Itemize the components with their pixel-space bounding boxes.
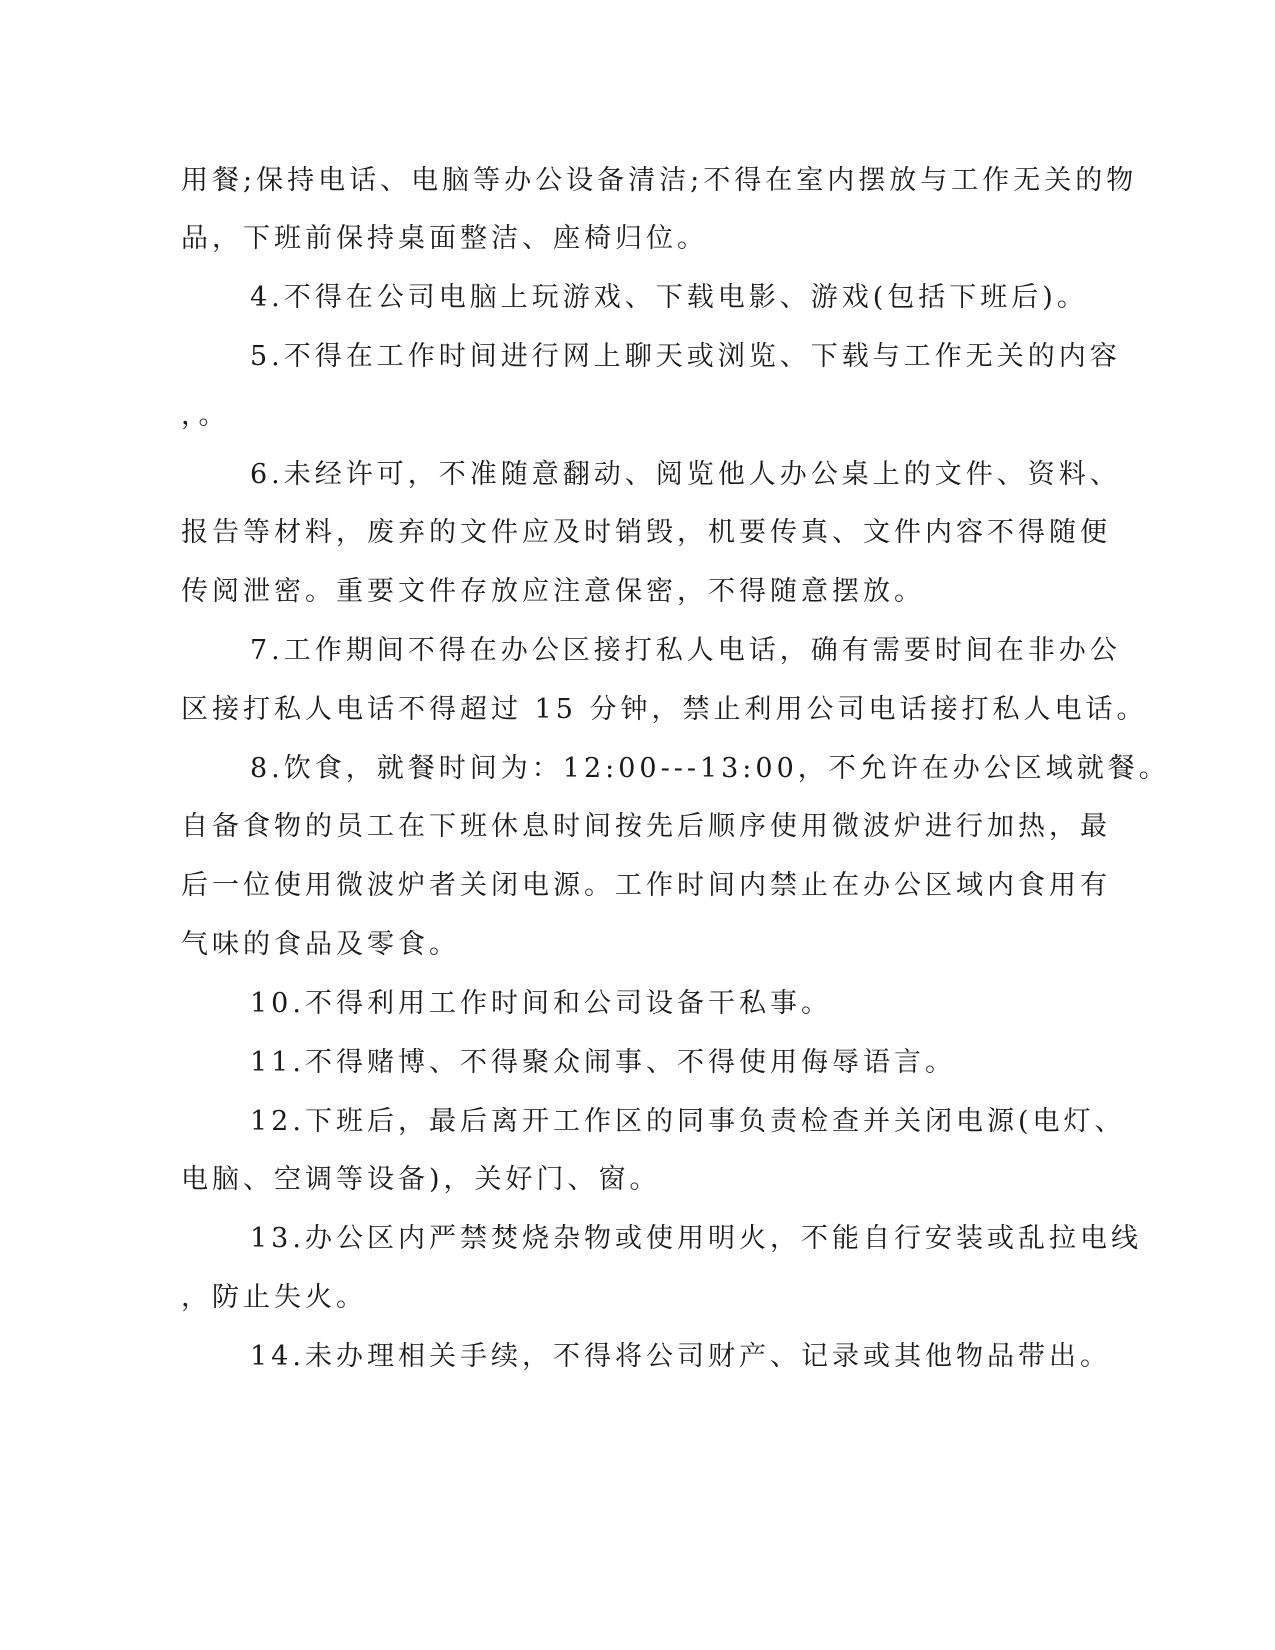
text-line: 区接打私人电话不得超过 15 分钟，禁止利用公司电话接打私人电话。	[181, 694, 1148, 725]
text-line: 13.办公区内严禁焚烧杂物或使用明火，不能自行安装或乱拉电线	[250, 1223, 1142, 1254]
text-line: 11.不得赌博、不得聚众闹事、不得使用侮辱语言。	[250, 1047, 956, 1078]
text-line: 7.工作期间不得在办公区接打私人电话，确有需要时间在非办公	[250, 635, 1121, 666]
text-line: 12.下班后，最后离开工作区的同事负责检查并关闭电源(电灯、	[250, 1106, 1126, 1137]
text-line: 气味的食品及零食。	[181, 929, 460, 960]
text-line: 8.饮食，就餐时间为：12:00---13:00，不允许在办公区域就餐。	[250, 753, 1170, 784]
text-line: 10.不得利用工作时间和公司设备干私事。	[250, 988, 832, 1019]
text-line: 4.不得在公司电脑上玩游戏、下载电影、游戏(包括下班后)。	[250, 282, 1088, 313]
text-line: 6.未经许可，不准随意翻动、阅览他人办公桌上的文件、资料、	[250, 459, 1121, 490]
text-line: ，。	[181, 400, 230, 431]
text-line: 品，下班前保持桌面整洁、座椅归位。	[181, 223, 708, 254]
text-line: 14.未办理相关手续，不得将公司财产、记录或其他物品带出。	[250, 1341, 1111, 1372]
text-line: 传阅泄密。重要文件存放应注意保密，不得随意摆放。	[181, 576, 925, 607]
text-line: 电脑、空调等设备)，关好门、窗。	[181, 1164, 661, 1195]
text-line: ，防止失火。	[181, 1282, 367, 1313]
text-line: 自备食物的员工在下班休息时间按先后顺序使用微波炉进行加热，最	[181, 811, 1111, 842]
text-line: 报告等材料，废弃的文件应及时销毁，机要传真、文件内容不得随便	[181, 517, 1111, 548]
text-line: 后一位使用微波炉者关闭电源。工作时间内禁止在办公区域内食用有	[181, 870, 1111, 901]
text-line: 用餐;保持电话、电脑等办公设备清洁;不得在室内摆放与工作无关的物	[181, 165, 1138, 196]
text-line: 5.不得在工作时间进行网上聊天或浏览、下载与工作无关的内容	[250, 341, 1121, 372]
